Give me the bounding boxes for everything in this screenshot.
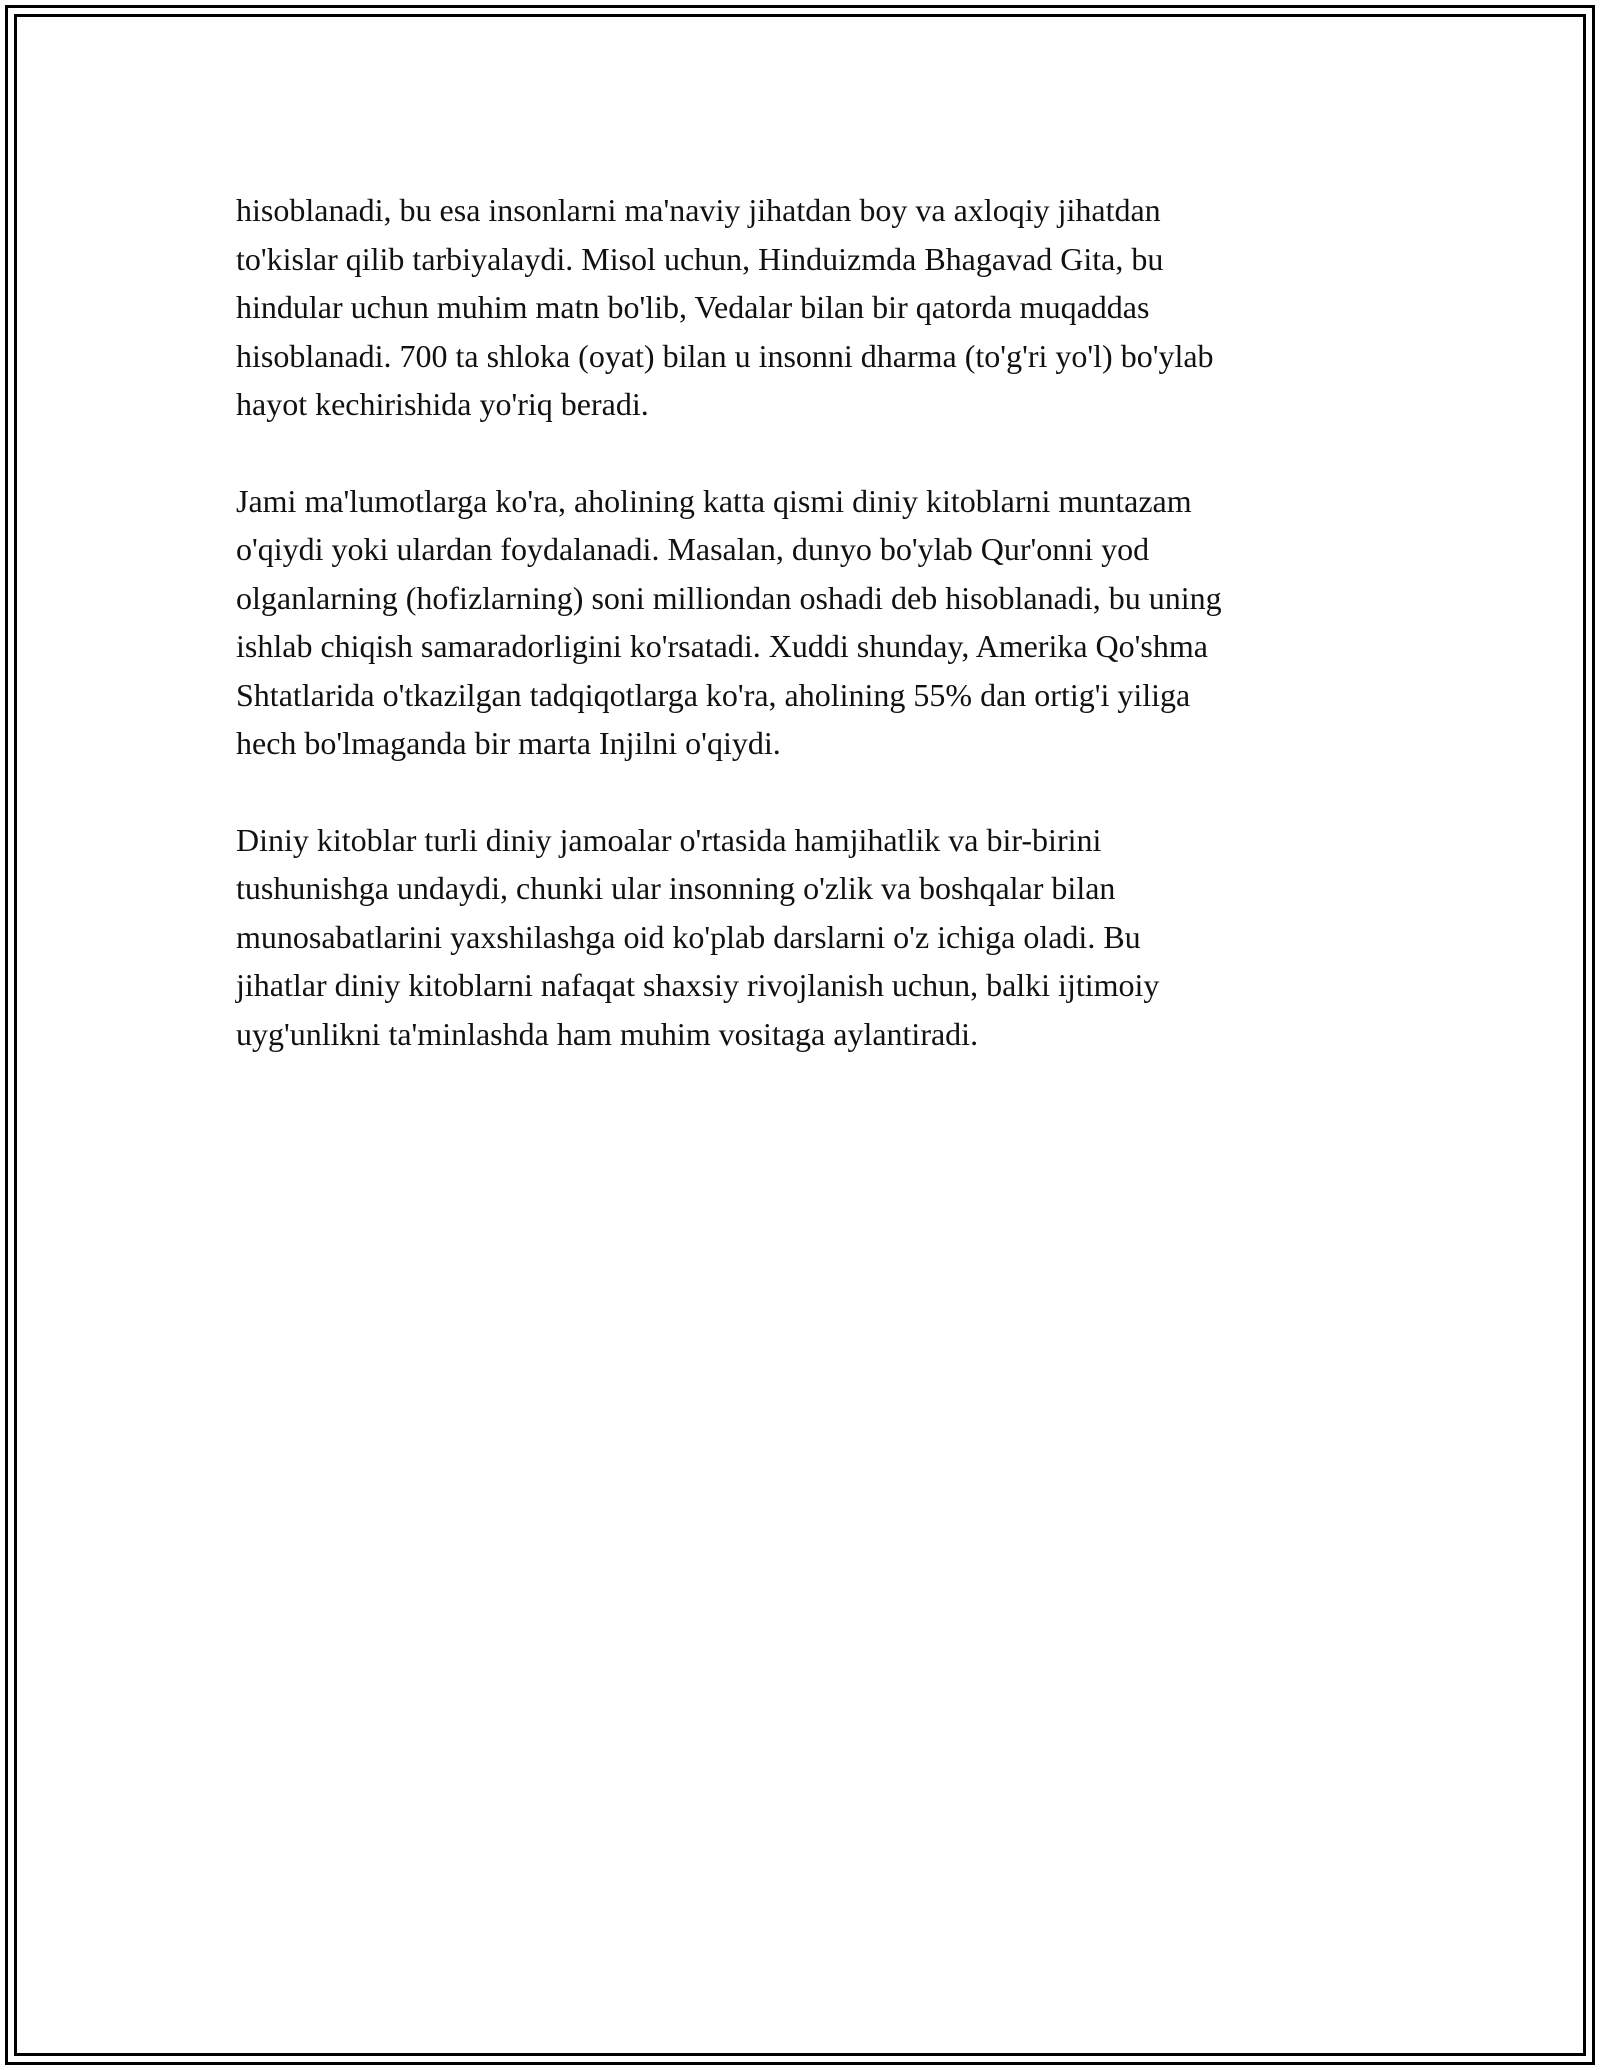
text-line: jihatlar diniy kitoblarni nafaqat shaxsiy rivojlanish uchun, balki ijtimoiy bbox=[236, 967, 1160, 1003]
text-line: hayot kechirishida yo'riq beradi. bbox=[236, 386, 649, 422]
text-line: hindular uchun muhim matn bo'lib, Vedalar bilan bir qatorda muqaddas bbox=[236, 289, 1150, 325]
paragraph-2 bbox=[236, 477, 1376, 768]
text-line: hech bo'lmaganda bir marta Injilni o'qiydi. bbox=[236, 725, 781, 761]
text-line: Shtatlarida o'tkazilgan tadqiqotlarga ko'ra, aholining 55% dan ortig'i yiliga bbox=[236, 676, 1191, 713]
text-line: munosabatlarini yaxshilashga oid ko'plab darslarni o'z ichiga oladi. Bu bbox=[236, 918, 1141, 955]
text-line: uyg'unlikni ta'minlashda ham muhim vositaga aylantiradi. bbox=[236, 1015, 979, 1052]
text-line: Jami ma'lumotlarga ko'ra, aholining katta qismi diniy kitoblarni muntazam bbox=[236, 482, 1192, 519]
text-line: o'qiydi yoki ulardan foydalanadi. Masalan, dunyo bo'ylab Qur'onni yod bbox=[236, 531, 1150, 567]
paragraph-3 bbox=[236, 816, 1376, 1059]
text-line: olganlarning (hofizlarning) soni milliondan oshadi deb hisoblanadi, bu uning bbox=[236, 579, 1222, 616]
text-line: tushunishga undaydi, chunki ular insonning o'zlik va boshqalar bilan bbox=[236, 870, 1116, 906]
text-line: hisoblanadi, bu esa insonlarni ma'naviy jihatdan boy va axloqiy jihatdan bbox=[236, 192, 1161, 228]
paragraph-1 bbox=[236, 186, 1376, 429]
text-line: hisoblanadi. 700 ta shloka (oyat) bilan u insonni dharma (to'g'ri yo'l) bo'ylab bbox=[236, 337, 1214, 374]
text-line: to'kislar qilib tarbiyalaydi. Misol uchun, Hinduizmda Bhagavad Gita, bu bbox=[236, 240, 1164, 277]
text-line: ishlab chiqish samaradorligini ko'rsatadi. Xuddi shunday, Amerika Qo'shma bbox=[236, 628, 1208, 664]
text-line: Diniy kitoblar turli diniy jamoalar o'rtasida hamjihatlik va bir-birini bbox=[236, 821, 1102, 858]
document-body bbox=[236, 186, 1376, 1106]
